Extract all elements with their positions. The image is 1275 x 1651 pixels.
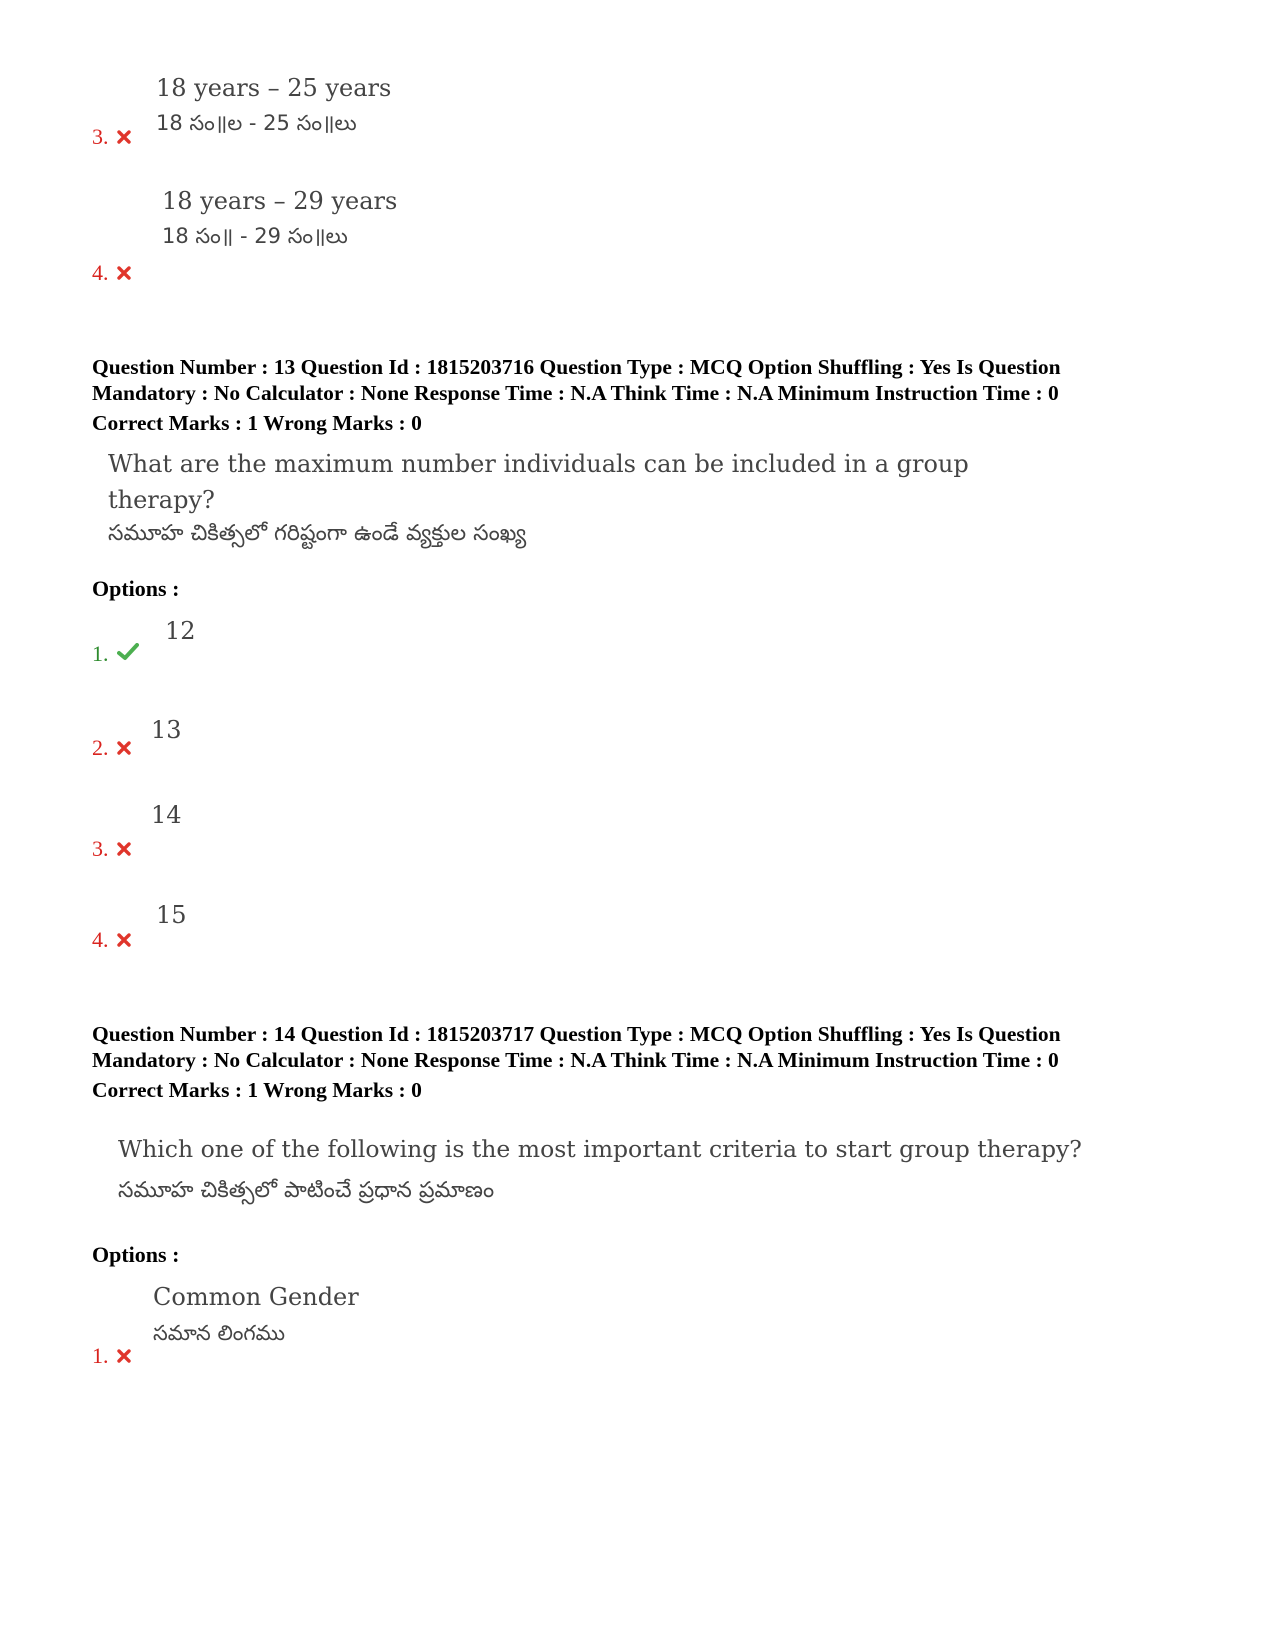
q13-option-3-marker (92, 836, 131, 862)
q13-question-line-2: therapy? (108, 486, 215, 514)
q14-metadata (92, 1021, 1212, 1073)
option-number: 4. (92, 260, 109, 285)
cross-icon (117, 260, 131, 286)
q13-option-2-marker (92, 735, 131, 761)
q13-question-line-1: What are the maximum number individuals can be included in a group (108, 450, 969, 478)
q14-meta-line-1: Question Number : 14 Question Id : 1815203717 Question Type : MCQ Option Shuffling : Yes Is Question (92, 1022, 1061, 1046)
q14-marks: Correct Marks : 1 Wrong Marks : 0 (92, 1078, 422, 1102)
q14-question-telugu: సమూహ చికిత్సలో పాటించే ప్రధాన ప్రమాణం (118, 1178, 495, 1203)
prev-option-3-english: 18 years – 25 years (156, 74, 392, 102)
prev-option-3-marker (92, 124, 131, 150)
q14-option-1-telugu: సమాన లింగము (153, 1321, 286, 1345)
prev-option-3-telugu: 18 సం॥ల - 25 సం॥లు (156, 111, 357, 135)
q13-options-label: Options : (92, 576, 180, 601)
q13-option-4-marker (92, 927, 131, 953)
q13-meta-line-2: Mandatory : No Calculator : None Response Time : N.A Think Time : N.A Minimum Instruction Time : 0 (92, 381, 1059, 405)
check-icon (117, 641, 139, 667)
q14-options-label: Options : (92, 1242, 180, 1267)
cross-icon (117, 124, 131, 150)
cross-icon (117, 836, 131, 862)
q14-question-text: Which one of the following is the most important criteria to start group therapy? (118, 1135, 1082, 1163)
cross-icon (117, 927, 131, 953)
prev-option-4-marker (92, 260, 131, 286)
q13-question-telugu: సమూహ చికిత్సలో గరిష్టంగా ఉండే వ్యక్తుల సంఖ్య (108, 521, 527, 546)
q13-option-3-text: 14 (151, 801, 182, 829)
q14-meta-line-2: Mandatory : No Calculator : None Response Time : N.A Think Time : N.A Minimum Instruction Time : 0 (92, 1048, 1059, 1072)
q13-metadata (92, 354, 1212, 406)
q14-option-1-english: Common Gender (153, 1283, 359, 1311)
q13-option-2-text: 13 (151, 716, 182, 744)
prev-option-4-telugu: 18 సం॥ - 29 సం॥లు (162, 224, 348, 248)
cross-icon (117, 1343, 131, 1369)
option-number: 4. (92, 927, 109, 952)
q13-option-4-text: 15 (156, 901, 187, 929)
cross-icon (117, 735, 131, 761)
option-number: 1. (92, 1343, 109, 1368)
q13-question-text (108, 446, 969, 518)
option-number: 1. (92, 641, 109, 666)
q14-option-1-marker (92, 1343, 131, 1369)
option-number: 2. (92, 735, 109, 760)
q13-meta-line-1: Question Number : 13 Question Id : 1815203716 Question Type : MCQ Option Shuffling : Yes Is Question (92, 355, 1061, 379)
q13-marks: Correct Marks : 1 Wrong Marks : 0 (92, 411, 422, 435)
option-number: 3. (92, 124, 109, 149)
q13-option-1-marker (92, 641, 139, 667)
option-number: 3. (92, 836, 109, 861)
q13-option-1-text: 12 (165, 617, 196, 645)
prev-option-4-english: 18 years – 29 years (162, 187, 398, 215)
